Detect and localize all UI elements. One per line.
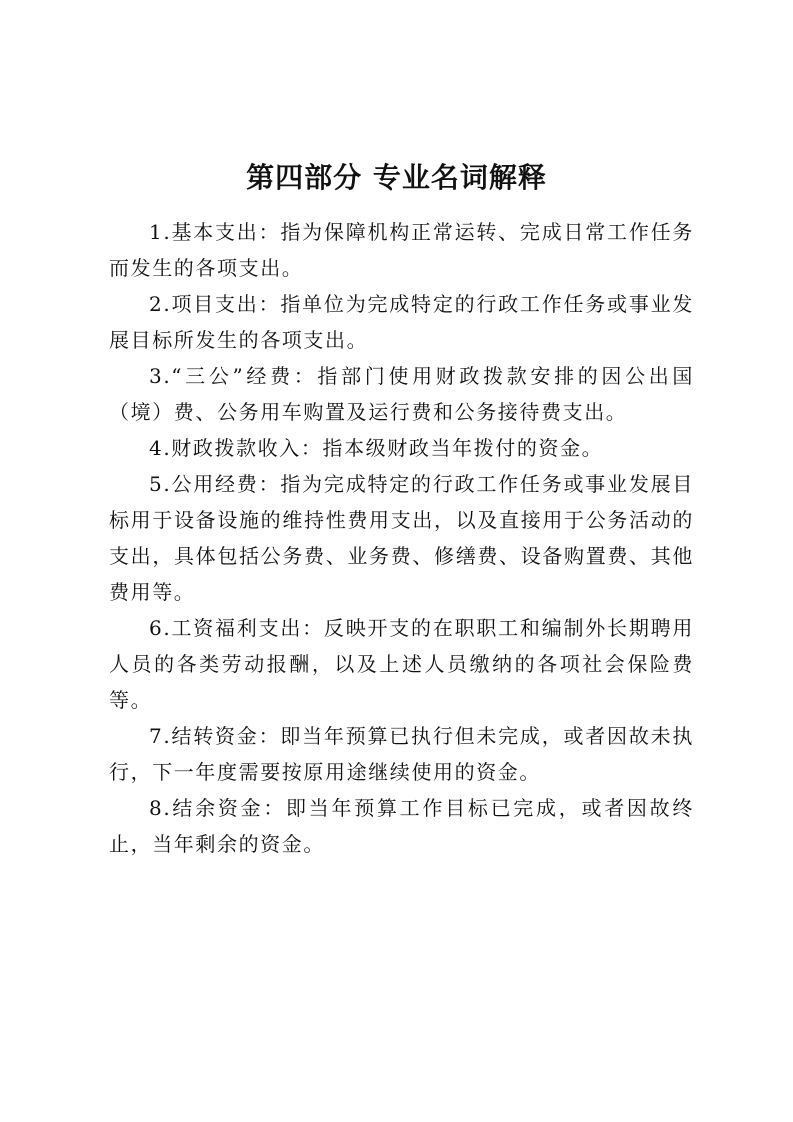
definition-basic-expenditure: 1.基本支出：指为保障机构正常运转、完成日常工作任务而发生的各项支出。 [109, 220, 694, 280]
definition-fiscal-appropriation-income: 4.财政拨款收入：指本级财政当年拨付的资金。 [149, 436, 604, 460]
definition-wage-welfare-expenditure: 6.工资福利支出：反映开支的在职职工和编制外长期聘用人员的各类劳动报酬，以及上述人员缴纳的各项社会保险费等。 [109, 616, 694, 712]
definition-project-expenditure: 2.项目支出：指单位为完成特定的行政工作任务或事业发展目标所发生的各项支出。 [109, 292, 694, 352]
page-title: 第四部分 专业名词解释 [246, 161, 547, 194]
definition-carryover-funds: 7.结转资金：即当年预算已执行但未完成，或者因故未执行，下一年度需要按原用途继续使用的资金。 [109, 724, 694, 784]
definition-three-public-expenses: 3.“三公”经费：指部门使用财政拨款安排的因公出国（境）费、公务用车购置及运行费和公务接待费支出。 [109, 364, 694, 424]
definition-public-expenses: 5.公用经费：指为完成特定的行政工作任务或事业发展目标用于设备设施的维持性费用支出，以及直接用于公务活动的支出，具体包括公务费、业务费、修缮费、设备购置费、其他费用等。 [109, 472, 694, 604]
definition-surplus-funds: 8.结余资金：即当年预算工作目标已完成，或者因故终止，当年剩余的资金。 [109, 796, 694, 856]
definitions-body [109, 214, 694, 862]
